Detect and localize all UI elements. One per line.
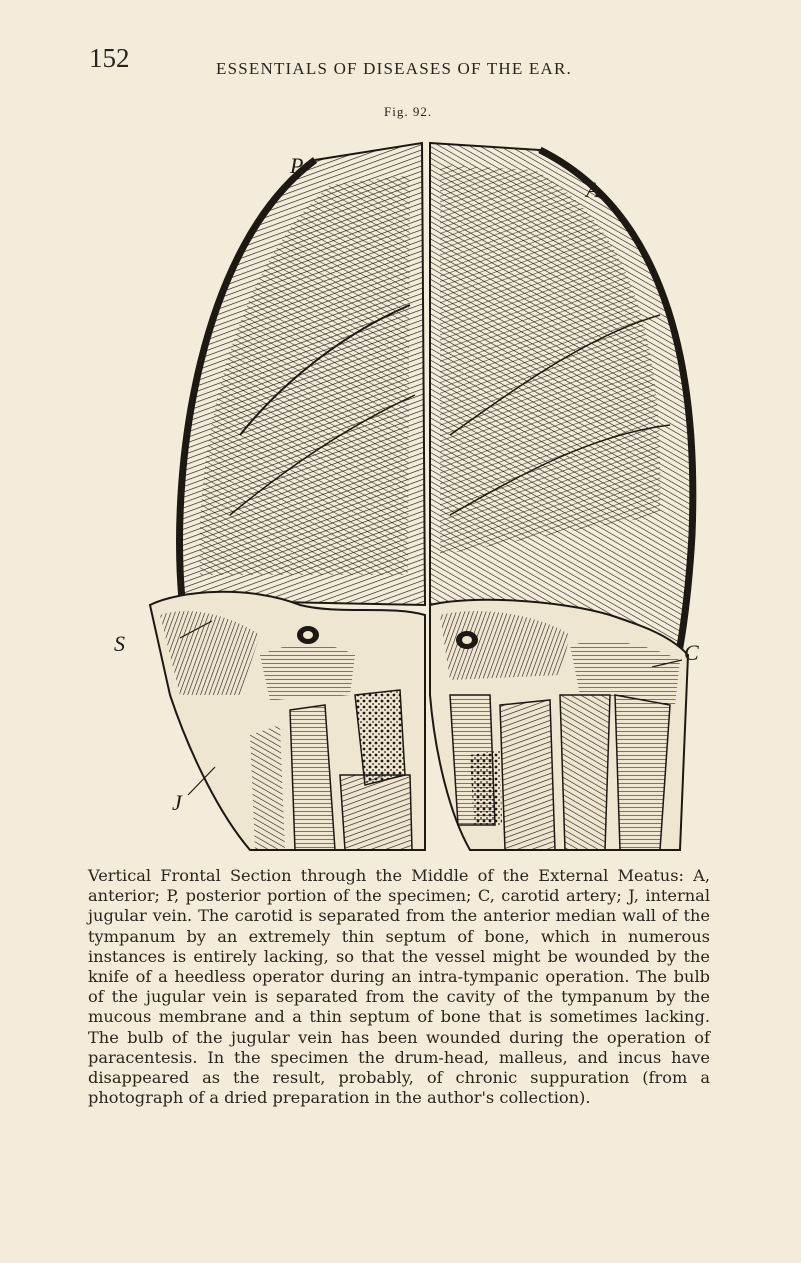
label-c: C	[684, 640, 699, 665]
label-s: S	[114, 631, 125, 656]
anatomical-figure	[114, 135, 720, 865]
label-j: J	[172, 790, 182, 815]
figure-caption	[88, 866, 710, 1108]
running-head: ESSENTIALS OF DISEASES OF THE EAR.	[216, 59, 572, 78]
figure-label: Fig. 92.	[384, 104, 433, 119]
section-illustration	[140, 135, 720, 865]
caption-text: Vertical Frontal Section through the Middle of the External Meatus: A, anterior; P, posterior portion of the specimen; C, carotid artery; J, internal jugular vein. The carotid is separated from the anterior median wall of the tympanum by an extremely thin septum of bone, which in numerous instances is entirely lacking, so that the vessel might be wounded by the knife of a heedless operator during an intra-tympanic operation. The bulb of the jugular vein is separated from the cavity of the tympanum by the mucous membrane and a thin septum of bone that is sometimes lacking. The bulb of the jugular vein has been wounded during the operation of paracentesis. In the specimen the drum-head, malleus, and incus have disappeared as the result, probably, of chronic suppuration (from a photograph of a dried preparation in the author's collection).	[88, 866, 710, 1108]
page-number: 152	[89, 43, 130, 73]
label-a: A	[586, 177, 600, 202]
posterior-half	[150, 143, 425, 850]
anterior-half	[430, 143, 693, 850]
label-p: P	[290, 153, 304, 178]
